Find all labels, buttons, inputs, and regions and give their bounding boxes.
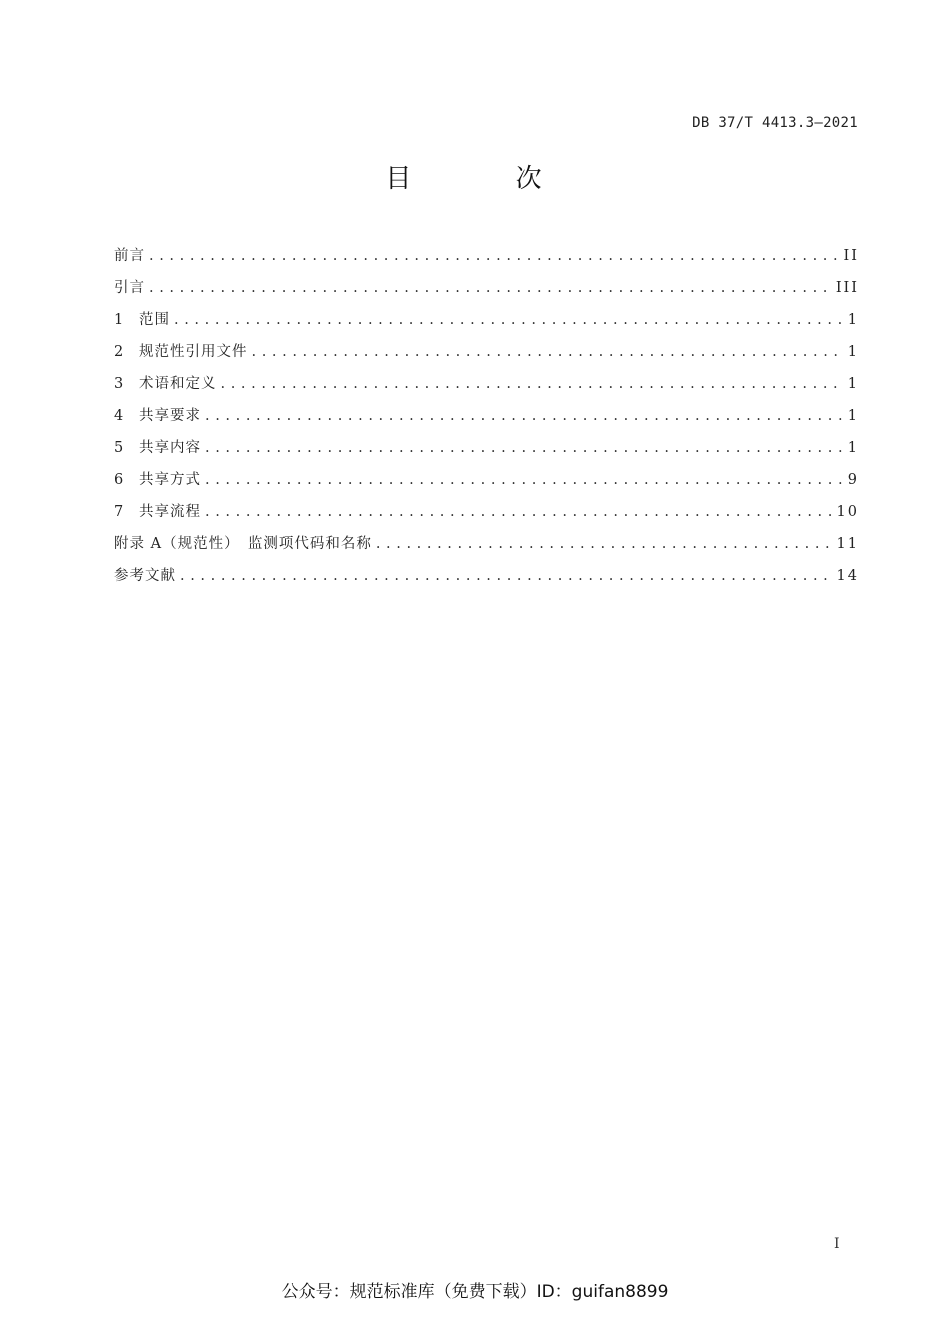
toc-entry-bibliography[interactable] <box>114 564 859 596</box>
toc-entry-foreword[interactable] <box>114 244 859 276</box>
toc-entry-page: 1 <box>847 376 859 392</box>
toc-dot-leader <box>221 376 842 392</box>
page-title: 目 次 <box>385 164 590 194</box>
toc-entry-label: 参考文献 <box>114 568 176 584</box>
toc-entry-terms-definitions[interactable] <box>114 372 859 404</box>
toc-entry-sharing-method[interactable] <box>114 468 859 500</box>
toc-entry-label: 附录 A（规范性） 监测项代码和名称 <box>114 536 372 552</box>
toc-entry-number: 3 <box>114 376 124 392</box>
toc-entry-label: 共享要求 <box>139 408 201 424</box>
toc-entry-sharing-requirements[interactable] <box>114 404 859 436</box>
toc-entry-appendix-a[interactable] <box>114 532 859 564</box>
toc-entry-label: 前言 <box>114 248 145 264</box>
toc-entry-label: 共享内容 <box>139 440 201 456</box>
toc-entry-scope[interactable] <box>114 308 859 340</box>
toc-dot-leader <box>376 536 831 552</box>
toc-entry-label: 共享方式 <box>139 472 201 488</box>
toc-entry-number: 2 <box>114 344 124 360</box>
toc-dot-leader <box>252 344 842 360</box>
toc-dot-leader <box>205 504 831 520</box>
toc-entry-sharing-content[interactable] <box>114 436 859 468</box>
toc-entry-label: 规范性引用文件 <box>139 344 248 360</box>
toc-dot-leader <box>149 248 838 264</box>
toc-entry-number: 5 <box>114 440 124 456</box>
toc-entry-number: 6 <box>114 472 124 488</box>
table-of-contents <box>114 244 859 596</box>
toc-entry-sharing-process[interactable] <box>114 500 859 532</box>
toc-entry-page: 1 <box>847 312 859 328</box>
watermark-text: 公众号：规范标准库（免费下载）ID：guifan8899 <box>281 1282 669 1302</box>
toc-entry-number: 4 <box>114 408 124 424</box>
document-code: DB 37/T 4413.3—2021 <box>692 115 858 131</box>
toc-entry-page: 9 <box>847 472 859 488</box>
page-number: I <box>834 1236 840 1252</box>
toc-entry-introduction[interactable] <box>114 276 859 308</box>
toc-entry-label: 术语和定义 <box>139 376 217 392</box>
toc-entry-normative-references[interactable] <box>114 340 859 372</box>
toc-entry-label: 共享流程 <box>139 504 201 520</box>
toc-dot-leader <box>205 472 842 488</box>
toc-dot-leader <box>205 440 842 456</box>
toc-dot-leader <box>174 312 842 328</box>
toc-entry-page: 1 <box>847 408 859 424</box>
toc-dot-leader <box>180 568 831 584</box>
toc-entry-page: III <box>835 280 859 296</box>
toc-entry-page: 1 <box>847 344 859 360</box>
toc-entry-page: II <box>843 248 859 264</box>
toc-entry-page: 14 <box>836 568 859 584</box>
toc-dot-leader <box>205 408 842 424</box>
toc-entry-number: 7 <box>114 504 124 520</box>
toc-entry-page: 1 <box>847 440 859 456</box>
toc-entry-page: 11 <box>836 536 859 552</box>
toc-entry-label: 范围 <box>139 312 170 328</box>
toc-entry-number: 1 <box>114 312 124 328</box>
toc-dot-leader <box>149 280 830 296</box>
toc-entry-page: 10 <box>836 504 859 520</box>
toc-entry-label: 引言 <box>114 280 145 296</box>
